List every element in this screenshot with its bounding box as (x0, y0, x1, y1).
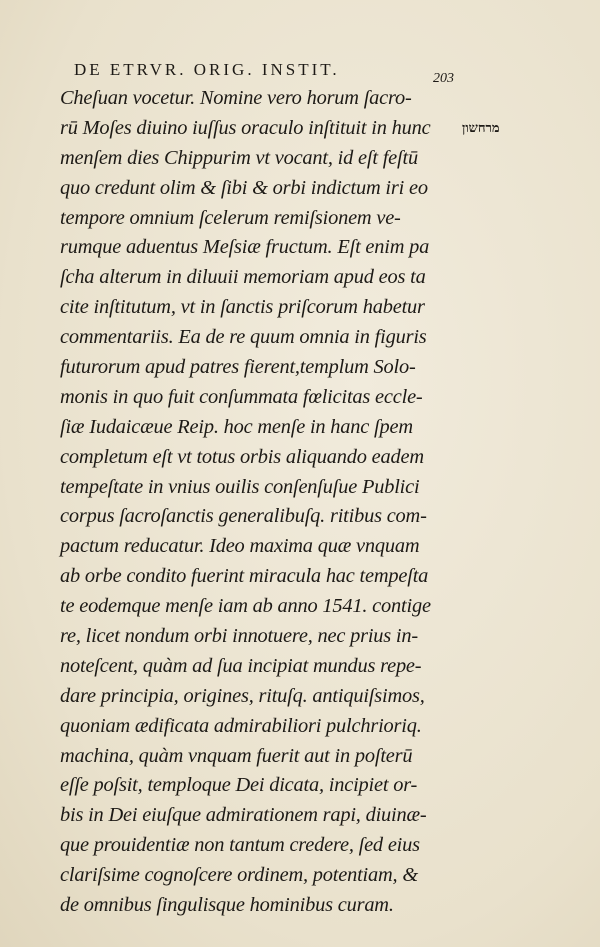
marginal-note-hebrew: מרחשון (462, 120, 500, 135)
text-line: eſſe poſsit, temploque Dei dicata, incipiet or- (60, 774, 418, 797)
text-line: Cheſuan vocetur. Nomine vero horum ſacro- (60, 87, 412, 109)
running-title: DE ETRVR. ORIG. INSTIT. (74, 60, 340, 79)
text-line: commentariis. Ea de re quum omnia in figuris (60, 326, 427, 349)
text-line: rū Moſes diuino iuſſus oraculo inſtituit in hunc (60, 116, 431, 139)
text-line: tempore omnium ſcelerum remiſsionem ve- (60, 206, 401, 229)
text-line: quo credunt olim & ſibi & orbi indictum iri eo (60, 176, 428, 199)
text-line: tempeſtate in vnius ouilis conſenſuſue Publici (60, 475, 420, 498)
text-line: quoniam ædificata admirabiliori pulchrioriq. (60, 714, 422, 737)
text-line: dare principia, origines, rituſq. antiquiſsimos, (60, 684, 425, 707)
text-line: ab orbe condito fuerint miracula hac tempeſta (60, 565, 429, 588)
text-line: corpus ſacroſanctis generalibuſq. ritibus com- (60, 505, 427, 528)
text-line: noteſcent, quàm ad ſua incipiat mundus repe- (60, 654, 422, 677)
text-line: monis in quo fuit conſummata fœlicitas eccle- (60, 385, 423, 408)
text-line: que prouidentiæ non tantum credere, ſed eius (60, 834, 420, 857)
text-line: cite inſtitutum, vt in ſanctis priſcorum habetur (60, 296, 425, 319)
text-line: machina, quàm vnquam fuerit aut in poſterū (60, 744, 413, 767)
text-line: re, licet nondum orbi innotuere, nec prius in- (60, 625, 418, 648)
text-line: bis in Dei eiuſque admirationem rapi, diuinæ- (60, 804, 427, 827)
text-line: te eodemque menſe iam ab anno 1541. contige (60, 595, 431, 618)
text-line: rumque aduentus Meſsiæ fructum. Eſt enim pa (60, 236, 430, 259)
body-text (60, 84, 460, 921)
text-line: clariſsime cognoſcere ordinem, potentiam, & (60, 864, 418, 887)
text-line: de omnibus ſingulisque hominibus curam. (60, 894, 394, 917)
page-number: 203 (433, 71, 454, 86)
text-line: completum eſt vt totus orbis aliquando eadem (60, 445, 424, 468)
text-line: ſiæ Iudaicæue Reip. hoc menſe in hanc ſpem (60, 415, 413, 438)
text-line: pactum reducatur. Ideo maxima quæ vnquam (60, 535, 420, 558)
text-line: futurorum apud patres fierent,templum Solo- (60, 356, 416, 379)
text-line: menſem dies Chippurim vt vocant, id eſt feſtū (60, 146, 418, 169)
text-line: ſcha alterum in diluuii memoriam apud eos ta (60, 266, 426, 289)
